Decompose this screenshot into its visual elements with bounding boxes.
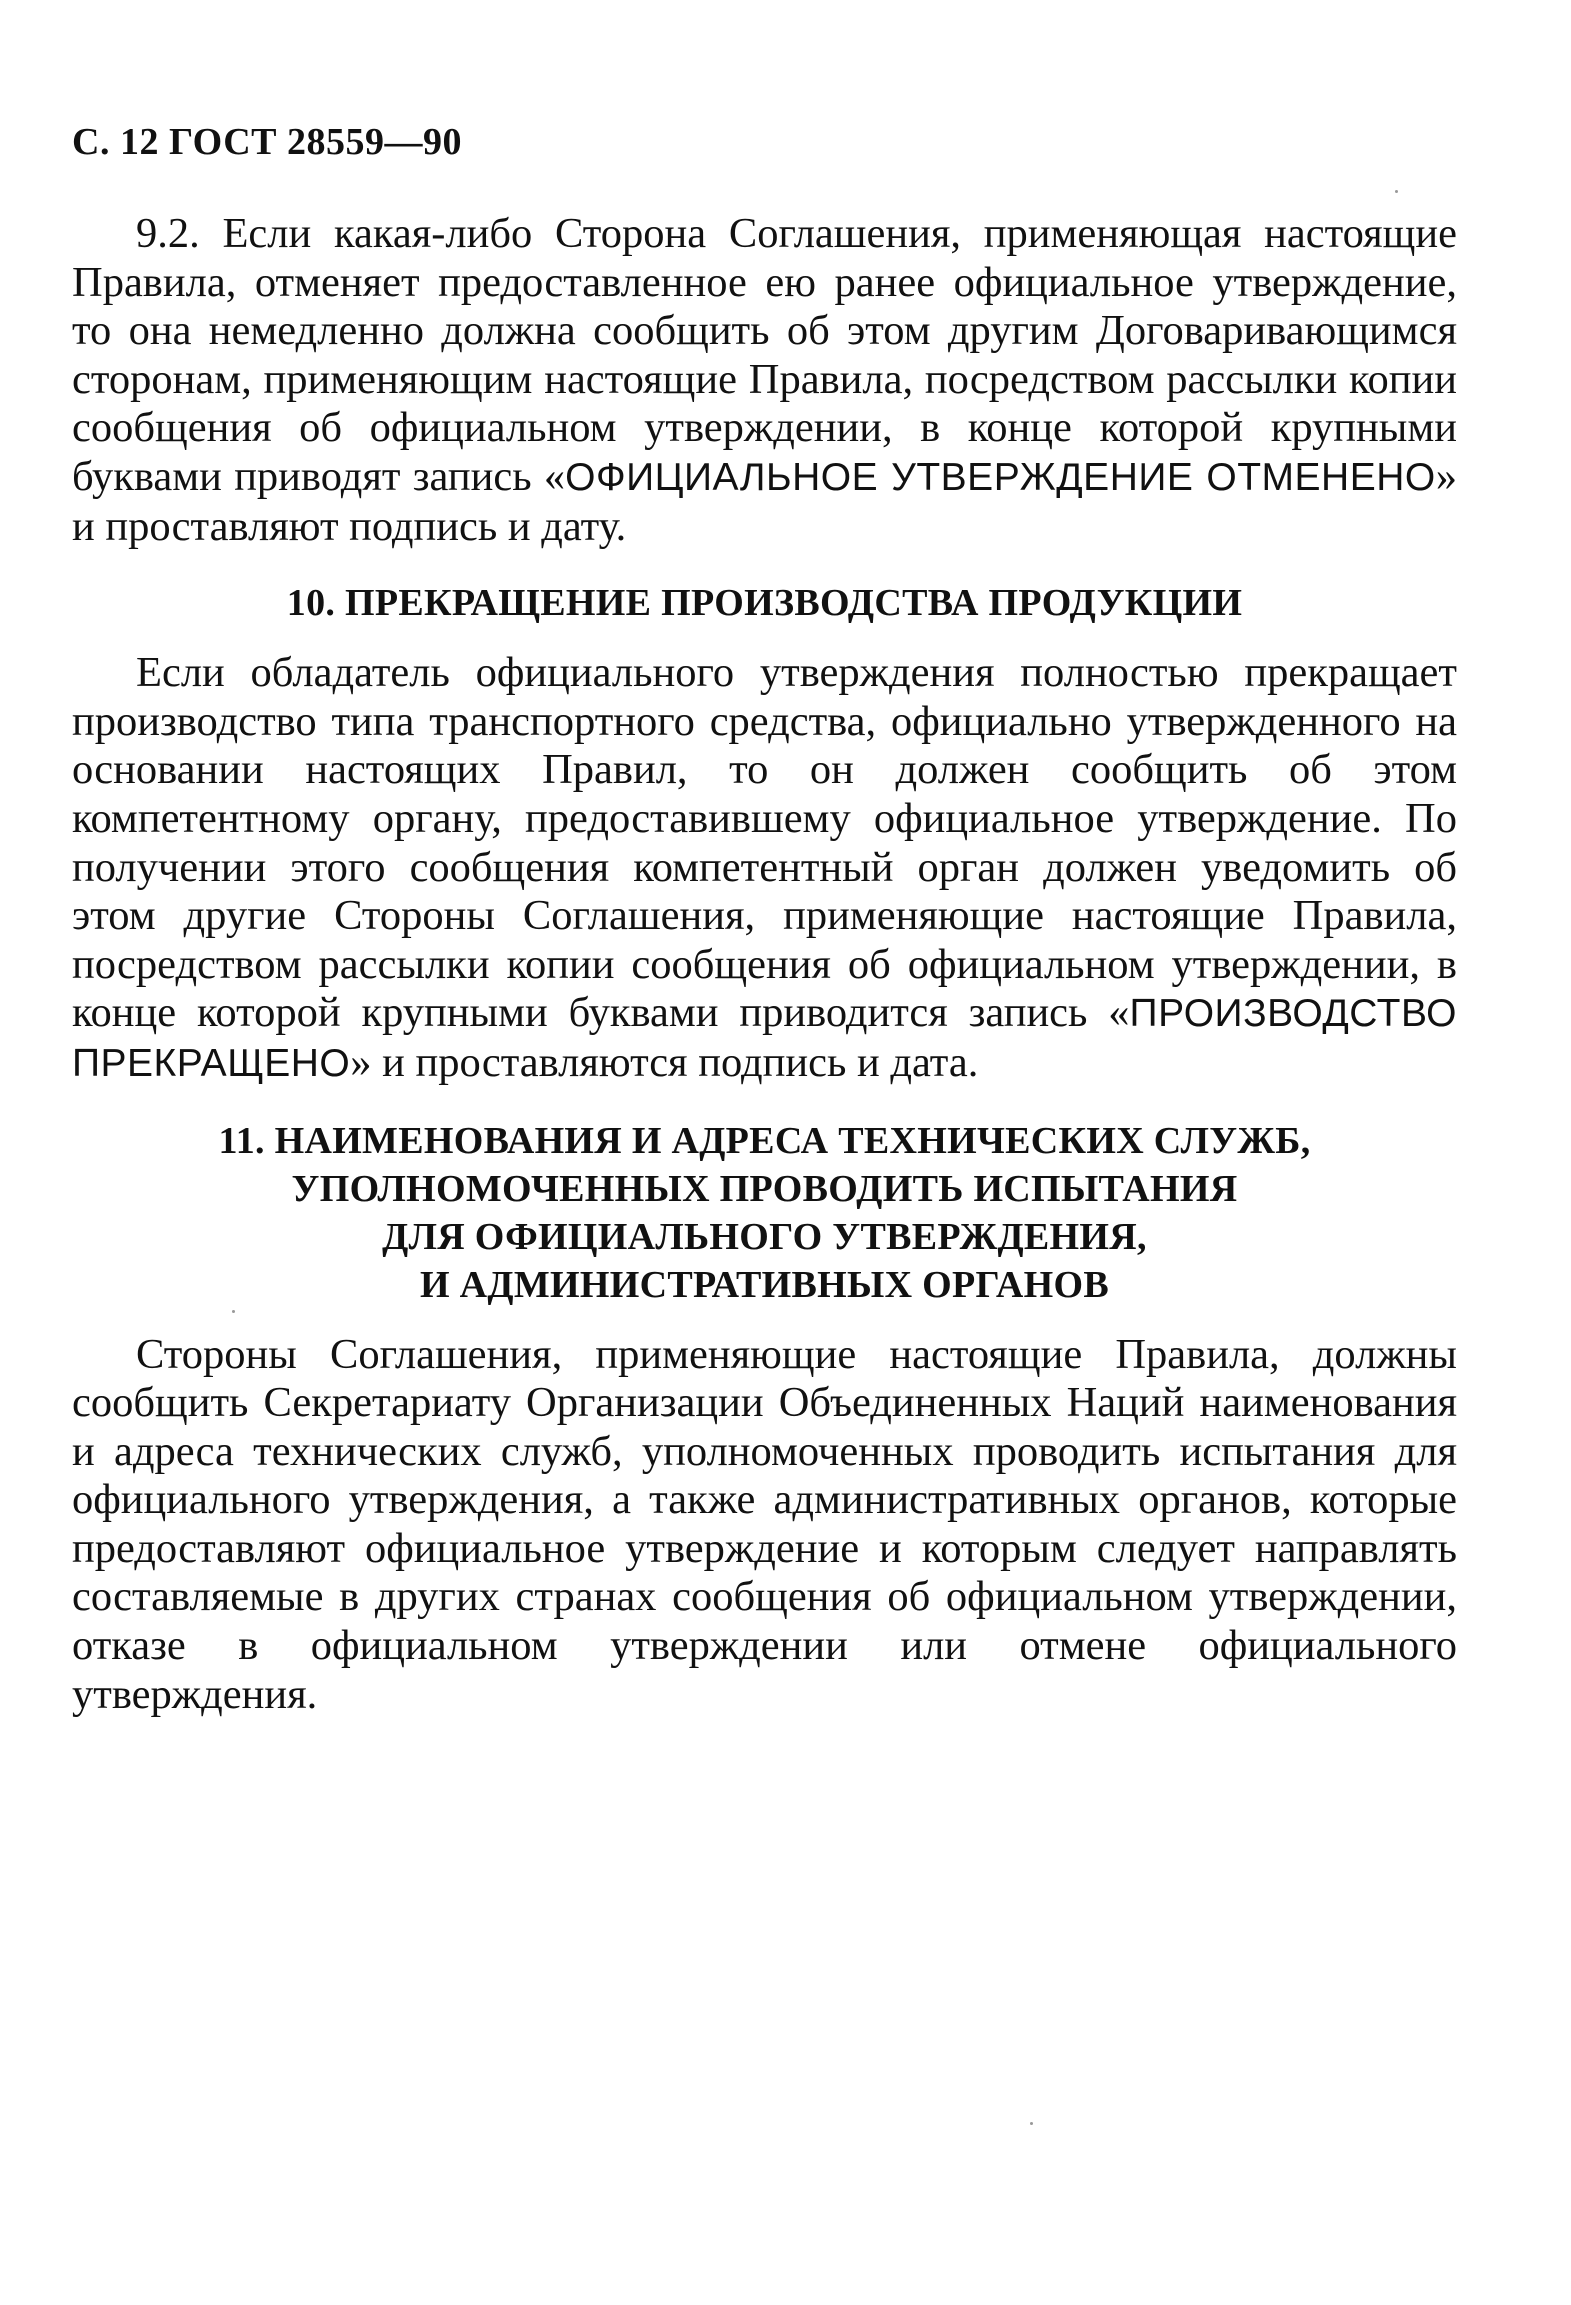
paragraph-9-2 [72,210,1457,551]
section-11-paragraph: Стороны Соглашения, применяющие настоящие Правила, должны сообщить Секретариату Организации Объединенных Наций наименования и адреса технических служб, уполномоченных проводить испытания для официального утверждения, а также административных органов, которые предоставляют официальное утверждение и которым следует направлять составляемые в других странах сообщения об официальном утверждении, отказе в официальном утверждении или отмене официального утверждения. [72,1330,1457,1718]
page-header: С. 12 ГОСТ 28559—90 [72,121,462,163]
section-11-title [72,1117,1457,1309]
scan-speck [232,1310,235,1313]
paragraph-9-2-text-end: » и проставляют подпись и дату. [72,452,1457,550]
section-10-caps-text: ПРОИЗВОДСТВО ПРЕКРАЩЕНО [72,992,1457,1085]
section-10-title: 10. ПРЕКРАЩЕНИЕ ПРОИЗВОДСТВА ПРОДУКЦИИ [286,582,1243,625]
paragraph-9-2-caps-text: ОФИЦИАЛЬНОЕ УТВЕРЖДЕНИЕ ОТМЕНЕНО [565,455,1436,499]
section-11-title-line: 11. НАИМЕНОВАНИЯ И АДРЕСА ТЕХНИЧЕСКИХ СЛУЖБ, [218,1119,1311,1162]
paragraph-9-2-text: 9.2. Если какая-либо Сторона Соглашения, применяющая настоящие Правила, отменяет предоставленное ею ранее официальное утверждение, то она немедленно должна сообщить об этом другим Договаривающимся сторонам, применяющим настоящие Правила, посредством рассылки копии сообщения об официальном утверждении, в конце которой крупными буквами приводят запись « [72,210,1457,500]
section-10-paragraph [72,649,1457,1088]
scan-speck [1030,2122,1033,2125]
section-11-title-line: ДЛЯ ОФИЦИАЛЬНОГО УТВЕРЖДЕНИЯ, [382,1215,1147,1258]
section-11-title-line: И АДМИНИСТРАТИВНЫХ ОРГАНОВ [420,1263,1109,1306]
document-page [72,118,1457,1719]
section-10-text: Если обладатель официального утверждения полностью прекращает производство типа транспортного средства, официально утвержденного на основании настоящих Правил, то он должен сообщить об этом компетентному органу, предоставившему официальное утверждение. По получении этого сообщения компетентный орган должен уведомить об этом другие Стороны Соглашения, применяющие настоящие Правила, посредством рассылки копии сообщения об официальном утверждении, в конце которой крупными буквами приводится запись « [72,649,1457,1037]
section-10-text-end: » и проставляются подпись и дата. [350,1038,979,1086]
scan-speck [1395,190,1398,193]
section-11-title-line: УПОЛНОМОЧЕННЫХ ПРОВОДИТЬ ИСПЫТАНИЯ [291,1167,1238,1210]
